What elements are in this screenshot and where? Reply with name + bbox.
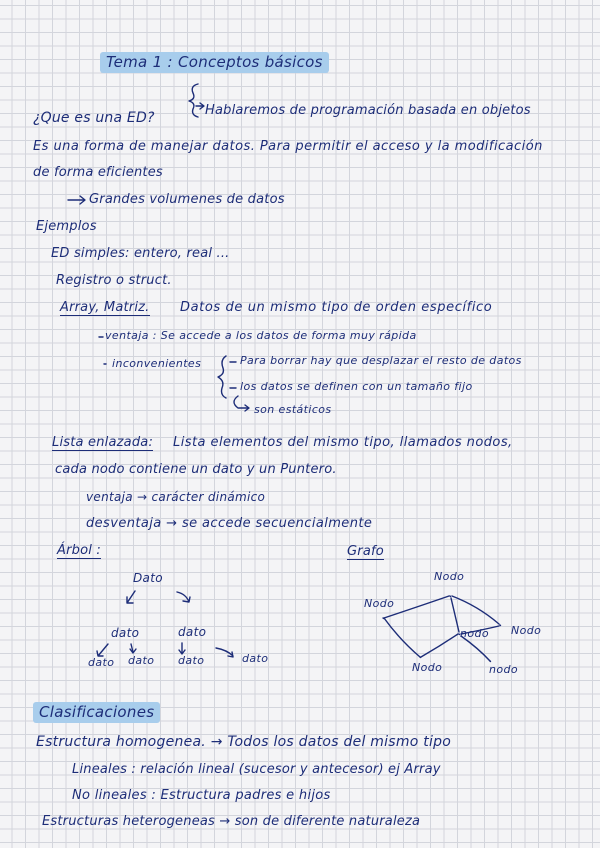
graph-edge-1 [384,596,449,618]
tree-root: Dato [133,571,163,585]
lista-title: Lista enlazada: [52,435,154,450]
graph-edge-5 [421,634,458,657]
graph-edge-4 [384,618,420,657]
tree-l2-d: dato [242,652,269,665]
heterogeneas-line: Estructuras heterogeneas → son de diferente naturaleza [42,814,421,829]
graph-node-bottom-left: Nodo [412,661,443,674]
inconvenientes-label: inconvenientes [112,357,202,370]
homogenea-line: Estructura homogenea. → Todos los datos del mismo tipo [36,734,452,750]
graph-node-dot-center [459,634,460,635]
tree-arrow-l2-a [97,644,108,656]
graph-edge-3 [451,598,459,632]
tree-l1-left: dato [111,626,140,640]
tree-l2-c: dato [178,654,205,667]
inconv-hook-3 [234,396,249,411]
tree-arrow-l2-c [179,643,185,654]
array-title: Array, Matriz. [60,300,150,315]
ed-simples: ED simples: entero, real ... [51,246,230,261]
graph-node-dot-left [383,618,384,619]
page-title: Tema 1 : Conceptos básicos [100,52,329,73]
lista-ventaja: ventaja → carácter dinámico [86,490,266,504]
graph-node-dot-br [490,661,491,662]
graph-node-dot-top [450,596,451,597]
graph-node-center: nodo [460,627,490,640]
inconvenientes-brace [218,356,226,398]
lista-description: Lista elementos del mismo tipo, llamados nodos, [173,435,513,450]
title-brace [189,84,198,117]
graph-edge-2 [452,596,499,624]
tree-l2-a: dato [88,656,115,669]
tree-l1-right: dato [178,625,207,639]
definition-line-1: Es una forma de manejar datos. Para permitir el acceso y la modificación [33,139,543,154]
graph-edge-7 [461,636,490,661]
graph-node-left: Nodo [364,597,395,610]
inconveniente-1: Para borrar hay que desplazar el resto de datos [240,354,522,367]
graph-node-dot-right [500,625,501,626]
no-lineales-line: No lineales : Estructura padres e hijos [72,788,331,803]
inconveniente-2: los datos se definen con un tamaño fijo [240,380,473,393]
tree-l2-b: dato [128,654,155,667]
clasificaciones-title: Clasificaciones [33,702,160,723]
array-description: Datos de un mismo tipo de orden específico [180,300,493,315]
lineales-line: Lineales : relación lineal (sucesor y antecesor) ej Array [72,762,441,777]
graph-node-dot-bl [420,657,421,658]
tree-arrow-l2-d [216,648,233,657]
tree-arrow-right [177,592,190,602]
tree-arrow-l2-b [130,644,136,653]
note-arrow [196,103,204,109]
array-ventaja: ventaja : Se accede a los datos de forma muy rápida [105,329,417,342]
large-volumes: Grandes volumenes de datos [89,192,285,207]
arbol-title: Árbol : [57,543,101,558]
registro: Registro o struct. [56,273,172,288]
lista-desventaja: desventaja → se accede secuencialmente [86,516,373,531]
graph-node-right: Nodo [511,624,542,637]
inconveniente-3: son estáticos [254,403,332,416]
graph-edge-6 [461,626,499,634]
subtitle-note: Hablaremos de programación basada en objetos [205,103,531,118]
question-heading: ¿Que es una ED? [33,110,155,126]
graph-node-bottom-right: nodo [489,663,519,676]
volumes-arrow [68,196,85,204]
tree-arrow-left [127,591,135,603]
grafo-title: Grafo [347,544,384,559]
definition-line-2: de forma eficientes [33,165,163,180]
lista-line-2: cada nodo contiene un dato y un Puntero. [55,462,337,477]
graph-node-top: Nodo [434,570,465,583]
examples-heading: Ejemplos [36,219,97,234]
